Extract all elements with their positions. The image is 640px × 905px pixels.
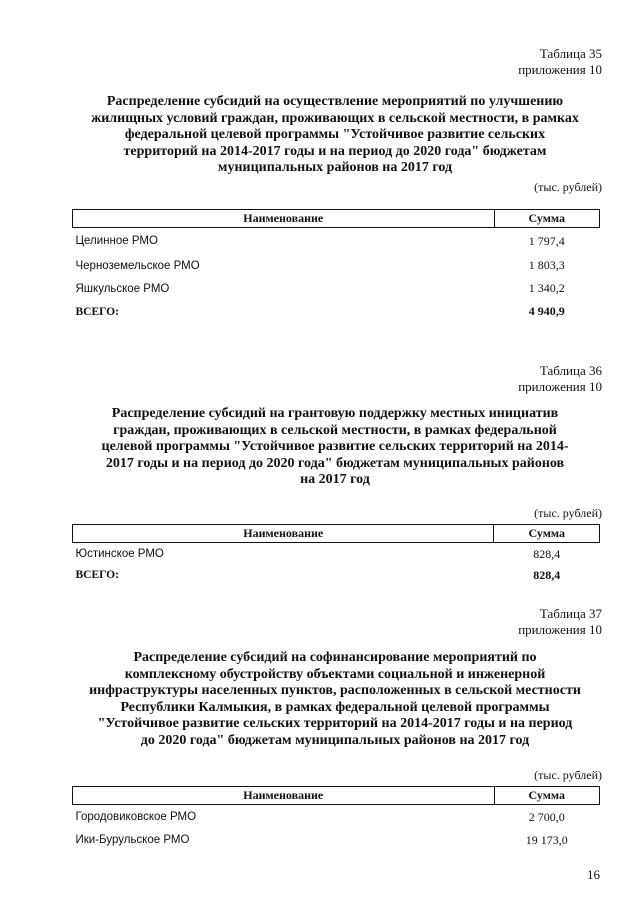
row-sum: 19 173,0 xyxy=(525,832,568,847)
table-37-title xyxy=(60,650,610,749)
table-36-title-line: граждан, проживающих в сельской местности, в рамках федеральной xyxy=(113,422,557,438)
table-37-title-line: "Устойчивое развитие сельских территорий на 2014-2017 годы и на период xyxy=(97,716,573,731)
table-header-row xyxy=(73,787,600,805)
table-row xyxy=(73,829,600,851)
table-37-title-line: комплексному обустройству объектами социальной и инженерной xyxy=(124,666,546,682)
page-number: 16 xyxy=(587,867,600,882)
table-37-number: Таблица 37 xyxy=(539,606,602,621)
row-sum: 828,4 xyxy=(533,546,561,561)
column-header-sum: Сумма xyxy=(494,210,599,228)
row-name: Ики-Бурульское РМО xyxy=(75,834,190,846)
row-name: Юстинское РМО xyxy=(75,548,164,560)
table-37 xyxy=(72,786,600,851)
row-sum: 1 340,2 xyxy=(528,281,565,295)
table-header-row xyxy=(73,525,600,543)
table-37-appendix: приложения 10 xyxy=(518,622,602,637)
table-37-title-line: Республики Калмыкия, в рамках федеральной целевой программы xyxy=(120,699,550,715)
table-36-title-line: целевой программы "Устойчивое развитие сельских территорий на 2014- xyxy=(101,439,569,454)
total-sum: 4 940,9 xyxy=(528,304,565,318)
table-row xyxy=(73,543,600,566)
table-37-title-line: инфраструктуры населенных пунктов, расположенных в сельской местности xyxy=(89,683,581,698)
table-35-appendix: приложения 10 xyxy=(518,62,602,77)
table-35-title-line: Распределение субсидий на осуществление мероприятий по улучшению xyxy=(106,94,564,109)
column-header-sum: Сумма xyxy=(494,525,600,543)
table-header-row xyxy=(73,210,600,228)
column-header-sum: Сумма xyxy=(494,787,599,805)
table-36-title-line: на 2017 год xyxy=(300,472,370,487)
column-header-name: Наименование xyxy=(73,787,495,805)
table-35-number: Таблица 35 xyxy=(539,46,602,61)
column-header-name: Наименование xyxy=(73,210,495,228)
total-label: ВСЕГО: xyxy=(75,569,119,581)
table-36-title-line: Распределение субсидий на грантовую поддержку местных инициатив xyxy=(111,406,559,421)
row-sum: 2 700,0 xyxy=(528,809,565,824)
total-row xyxy=(73,565,600,585)
table-35 xyxy=(72,209,600,323)
table-37-reference xyxy=(518,606,602,638)
table-36-title-line: 2017 годы и на период до 2020 года" бюджетам муниципальных районов xyxy=(105,455,565,471)
table-35-reference xyxy=(518,46,602,78)
table-37-unit: (тыс. рублей) xyxy=(534,768,602,782)
table-36-unit: (тыс. рублей) xyxy=(534,506,602,520)
row-sum: 1 803,3 xyxy=(528,258,565,272)
table-37-title-line: Распределение субсидий на софинансирование мероприятий по xyxy=(133,650,537,665)
table-35-title-line: жилищных условий граждан, проживающих в сельской местности, в рамках xyxy=(91,110,579,126)
table-row xyxy=(73,254,600,277)
table-35-unit: (тыс. рублей) xyxy=(534,180,602,194)
table-36-number: Таблица 36 xyxy=(539,363,602,378)
row-name: Черноземельское РМО xyxy=(75,259,200,272)
total-sum: 828,4 xyxy=(533,567,561,582)
table-36-appendix: приложения 10 xyxy=(518,379,602,394)
table-36-title xyxy=(60,406,610,489)
table-35-title xyxy=(60,94,610,177)
total-row xyxy=(73,300,600,323)
column-header-name: Наименование xyxy=(73,525,494,543)
table-35-title-line: федеральной целевой программы "Устойчивое развитие сельских xyxy=(124,127,546,142)
table-row xyxy=(73,228,600,255)
table-37-title-line: до 2020 года" бюджетам муниципальных районов на 2017 год xyxy=(140,732,530,748)
row-sum: 1 797,4 xyxy=(528,233,565,248)
table-35-title-line: муниципальных районов на 2017 год xyxy=(217,160,453,175)
table-row xyxy=(73,277,600,300)
table-36-reference xyxy=(518,363,602,395)
table-35-title-line: территорий на 2014-2017 годы и на период до 2020 года" бюджетам xyxy=(123,143,547,159)
table-36 xyxy=(72,524,600,585)
table-row xyxy=(73,805,600,830)
row-name: Яшкульское РМО xyxy=(75,282,170,295)
row-name: Городовиковское РМО xyxy=(75,811,197,823)
row-name: Целинное РМО xyxy=(75,235,158,247)
total-label: ВСЕГО: xyxy=(75,305,119,318)
